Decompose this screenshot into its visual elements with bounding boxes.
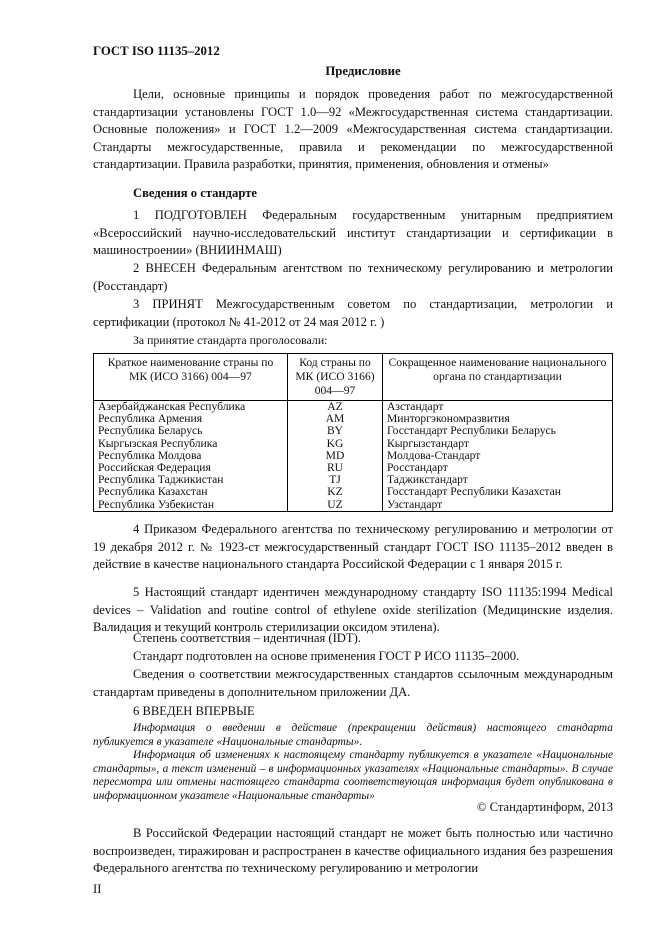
table-row [94,438,613,450]
standards-body: Госстандарт Республики Казахстан [383,486,613,498]
country-code: KZ [288,486,383,498]
country-code: BY [288,425,383,437]
country-code: MD [288,450,383,462]
table-header-row [94,354,613,401]
item-5-basis: Стандарт подготовлен на основе применения ГОСТ Р ИСО 11135–2000. [133,649,520,663]
country-name: Республика Молдова [94,450,288,462]
countries-table [93,353,613,512]
standards-body: Узстандарт [383,499,613,512]
country-code: UZ [288,499,383,512]
standards-body: Госстандарт Республики Беларусь [383,425,613,437]
country-name: Республика Узбекистан [94,499,288,512]
standards-body: Кыргызстандарт [383,438,613,450]
item-3: 3 ПРИНЯТ Межгосударственным советом по стандартизации, метрологии и сертификации (протокол № 41-2012 от 24 мая 2012 г. ) [93,297,613,329]
table-row [94,486,613,498]
country-name: Кыргызская Республика [94,438,288,450]
rights-notice: В Российской Федерации настоящий стандарт не может быть полностью или частично воспроизведен, тиражирован и распространен в качестве официального издания без разрешения Федерального агентства по техническому регулированию и метрологии [93,826,613,876]
standards-body: Молдова-Стандарт [383,450,613,462]
item-4: 4 Приказом Федерального агентства по техническому регулированию и метрологии от 19 декабря 2012 г. № 1923-ст межгосударственный стандарт ГОСТ ISO 11135–2012 введен в действие в качестве национального стандарта Российской Федерации с 1 января 2015 г. [93,522,613,572]
copyright: © Стандартинформ, 2013 [476,800,613,814]
standards-body: Таджикстандарт [383,474,613,486]
country-code: KG [288,438,383,450]
table-header-cell: Сокращенное наименование национального органа по стандартизации [383,354,613,401]
vote-note: За принятие стандарта проголосовали: [133,333,328,347]
intro-paragraph: Цели, основные принципы и порядок проведения работ по межгосударственной стандартизации установлены ГОСТ 1.0—92 «Межгосударственная система стандартизации. Основные положения» и ГОСТ 1.2—2009 «Межгосударственная система стандартизации. Стандарты межгосударственные, правила и рекомендации по межгосударственной стандартизации. Правила разработки, принятия, применения, обновления и отмены» [93,87,613,172]
country-name: Республика Казахстан [94,486,288,498]
page-number: II [93,882,102,896]
standards-body: Азстандарт [383,401,613,414]
country-name: Российская Федерация [94,462,288,474]
country-code: AZ [288,401,383,414]
table-row [94,425,613,437]
country-code: RU [288,462,383,474]
country-name: Республика Таджикистан [94,474,288,486]
document-header: ГОСТ ISO 11135–2012 [93,44,220,58]
country-name: Азербайджанская Республика [94,401,288,414]
item-5-annex: Сведения о соответствии межгосударственных стандартов ссылочным международным стандартам приведены в дополнительном приложении ДА. [93,667,613,699]
table-header-cell: Краткое наименование страны по МК (ИСО 3166) 004—97 [94,354,288,401]
item-1: 1 ПОДГОТОВЛЕН Федеральным государственным унитарным предприятием «Всероссийский научно-исследовательский институт стандартизации и сертификации в машиностроении» (ВНИИНМАШ) [93,208,613,258]
info-changes: Информация об изменениях к настоящему стандарту публикуется в указателе «Национальные стандарты», а текст изменений – в информационных указателях «Национальные стандарты». В случае пересмотра или отмены настоящего стандарта соответствующая информация будет опубликована в информационном указателе «Национальные стандарты» [93,749,613,802]
standards-body: Росстандарт [383,462,613,474]
country-code: TJ [288,474,383,486]
table-header-cell: Код страны по МК (ИСО 3166) 004—97 [288,354,383,401]
standards-body: Минторгэкономразвития [383,413,613,425]
country-code: AM [288,413,383,425]
page-title: Предисловие [325,64,401,78]
item-5-conformity: Степень соответствия – идентичная (IDT). [133,631,361,645]
item-5: 5 Настоящий стандарт идентичен международному стандарту ISO 11135:1994 Medical devices – Validation and routine control of ethylene oxide sterilization (Медицинские изделия. Валидация и текущий контроль стерилизации оксидом этилена). [93,585,613,635]
item-6: 6 ВВЕДЕН ВПЕРВЫЕ [133,704,255,718]
info-introduction: Информация о введении в действие (прекращении действия) настоящего стандарта публикуется в указателе «Национальные стандарты». [93,722,613,748]
country-name: Республика Беларусь [94,425,288,437]
section-title: Сведения о стандарте [133,186,257,200]
country-name: Республика Армения [94,413,288,425]
item-2: 2 ВНЕСЕН Федеральным агентством по техническому регулированию и метрологии (Росстандарт) [93,261,613,293]
table-row [94,499,613,512]
